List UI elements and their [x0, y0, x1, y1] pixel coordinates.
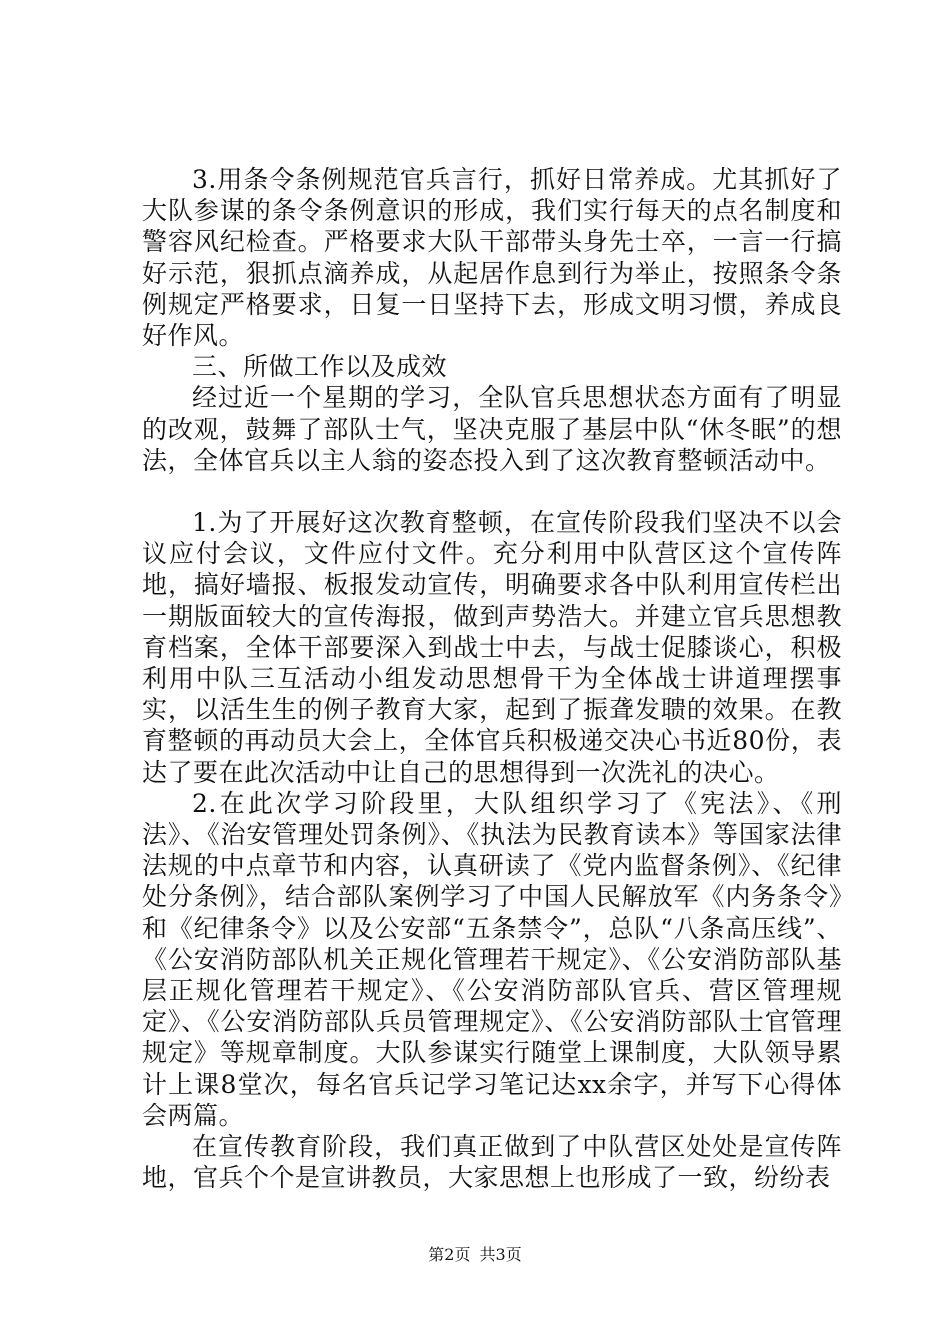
paragraph-study-stage: 2.在此次学习阶段里，大队组织学习了《宪法》、《刑法》、《治安管理处罚条例》、《执法为民教育读本》等国家法律法规的中点章节和内容，认真研读了《党内监督条例》、《纪律处分条例》，结合部队案例学习了中国人民解放军《内务条令》和《纪律条令》以及公安部“五条禁令”，总队“八条高压线”、《公安消防部队机关正规化管理若干规定》、《公安消防部队基层正规化管理若干规定》、《公安消防部队官兵、营区管理规定》、《公安消防部队兵员管理规定》、《公安消防部队士官管理规定》等规章制度。大队参谋实行随堂上课制度，大队领导累计上课8堂次，每名官兵记学习笔记达xx余字，并写下心得体会两篇。 [142, 788, 842, 1130]
paragraph-education-stage: 在宣传教育阶段，我们真正做到了中队营区处处是宣传阵地，官兵个个是宣讲教员，大家思想上也形成了一致，纷纷表 [142, 1132, 842, 1193]
page-footer [0, 1245, 950, 1265]
paragraph-rule-conduct: 3.用条令条例规范官兵言行，抓好日常养成。尤其抓好了大队参谋的条令条例意识的形成，我们实行每天的点名制度和警容风纪检查。严格要求大队干部带头身先士卒，一言一行搞好示范，狠抓点滴养成，从起居作息到行为举止，按照条令条例规定严格要求，日复一日坚持下去，形成文明习惯，养成良好作风。 [142, 165, 842, 351]
page-total: 共3页 [479, 1245, 522, 1264]
document-body [142, 164, 842, 1194]
paragraph-study-outcome: 经过近一个星期的学习，全队官兵思想状态方面有了明显的改观，鼓舞了部队士气，坚决克服了基层中队“休冬眠”的想法，全体官兵以主人翁的姿态投入到了这次教育整顿活动中。 [142, 383, 842, 475]
page-number: 第2页 [428, 1245, 471, 1264]
paragraph-publicity-stage: 1.为了开展好这次教育整顿，在宣传阶段我们坚决不以会议应付会议，文件应付文件。充分利用中队营区这个宣传阵地，搞好墙报、板报发动宣传，明确要求各中队利用宣传栏出一期版面较大的宣传海报，做到声势浩大。并建立官兵思想教育档案，全体干部要深入到战士中去，与战士促膝谈心，积极利用中队三互活动小组发动思想骨干为全体战士讲道理摆事实，以活生生的例子教育大家，起到了振聋发聩的效果。在教育整顿的再动员大会上，全体官兵积极递交决心书近80份，表达了要在此次活动中让自己的思想得到一次洗礼的决心。 [142, 508, 842, 787]
section-heading-work-results: 三、所做工作以及成效 [192, 352, 448, 382]
